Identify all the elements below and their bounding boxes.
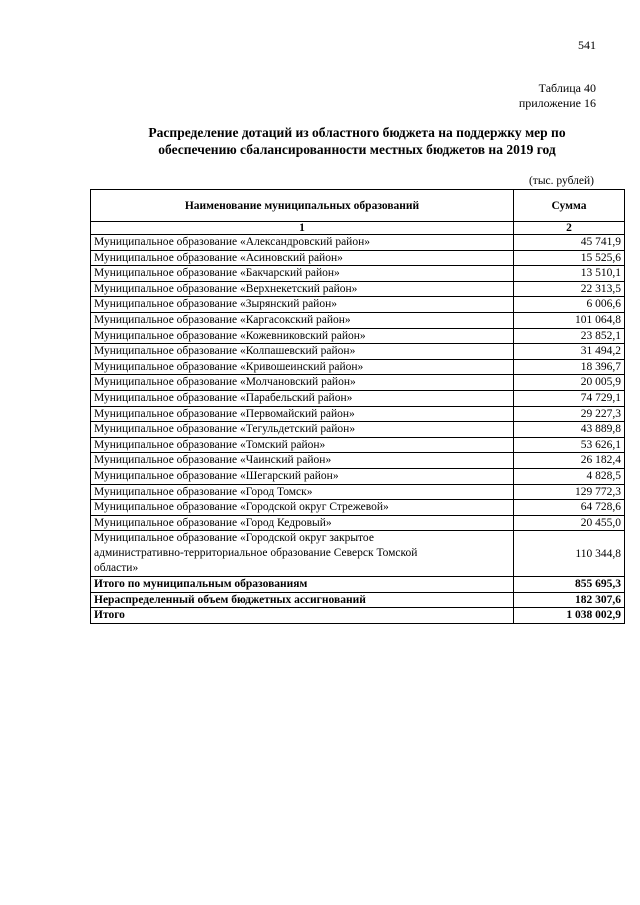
row-amount: 101 064,8 xyxy=(514,312,625,328)
row-amount: 20 005,9 xyxy=(514,375,625,391)
row-name: Муниципальное образование «Каргасокский район» xyxy=(91,312,514,328)
subsidy-table xyxy=(90,189,625,624)
table-row xyxy=(91,437,625,453)
table-row xyxy=(91,500,625,516)
row-amount: 20 455,0 xyxy=(514,515,625,531)
row-amount: 31 494,2 xyxy=(514,344,625,360)
table-row xyxy=(91,375,625,391)
row-name: Муниципальное образование «Тегульдетский район» xyxy=(91,422,514,438)
column-number-2: 2 xyxy=(514,222,625,235)
page-number: 541 xyxy=(578,38,596,52)
total-name: Итого по муниципальным образованиям xyxy=(91,577,514,593)
table-row-seversk xyxy=(91,531,625,577)
total-row-unallocated xyxy=(91,592,625,608)
table-row xyxy=(91,468,625,484)
row-amount: 23 852,1 xyxy=(514,328,625,344)
row-name: Муниципальное образование «Колпашевский район» xyxy=(91,344,514,360)
row-name: Муниципальное образование «Чаинский район» xyxy=(91,453,514,469)
row-name: Муниципальное образование «Томский район» xyxy=(91,437,514,453)
header-sum: Сумма xyxy=(514,190,625,222)
table-row xyxy=(91,312,625,328)
table-row xyxy=(91,266,625,282)
row-name: Муниципальное образование «Парабельский район» xyxy=(91,390,514,406)
row-name: Муниципальное образование «Городской округ Стрежевой» xyxy=(91,500,514,516)
row-amount: 26 182,4 xyxy=(514,453,625,469)
column-number-1: 1 xyxy=(91,222,514,235)
row-name: Муниципальное образование «Зырянский район» xyxy=(91,297,514,313)
total-name: Итого xyxy=(91,608,514,624)
total-amount: 1 038 002,9 xyxy=(514,608,625,624)
row-amount: 18 396,7 xyxy=(514,359,625,375)
table-row xyxy=(91,281,625,297)
row-amount: 15 525,6 xyxy=(514,250,625,266)
row-name: Муниципальное образование «Город Томск» xyxy=(91,484,514,500)
seversk-line-3: области» xyxy=(94,562,139,575)
total-row-municipal xyxy=(91,577,625,593)
table-label-number: Таблица 40 xyxy=(538,81,596,95)
row-amount: 74 729,1 xyxy=(514,390,625,406)
row-name: Муниципальное образование «Александровский район» xyxy=(91,235,514,251)
row-name: Муниципальное образование «Первомайский район» xyxy=(91,406,514,422)
table-row xyxy=(91,453,625,469)
table-row xyxy=(91,297,625,313)
row-name: Муниципальное образование «Город Кедровый» xyxy=(91,515,514,531)
row-name: Муниципальное образование «Асиновский район» xyxy=(91,250,514,266)
seversk-line-2: административно-территориальное образование Северск Томской xyxy=(94,547,418,560)
header-name: Наименование муниципальных образований xyxy=(91,190,514,222)
table-label-appendix: приложение 16 xyxy=(518,96,596,110)
row-name: Муниципальное образование «Молчановский район» xyxy=(91,375,514,391)
row-name: Муниципальное образование «Кривошеинский район» xyxy=(91,359,514,375)
table-row xyxy=(91,359,625,375)
total-amount: 855 695,3 xyxy=(514,577,625,593)
row-amount: 29 227,3 xyxy=(514,406,625,422)
row-amount: 4 828,5 xyxy=(514,468,625,484)
table-row xyxy=(91,515,625,531)
row-amount: 53 626,1 xyxy=(514,437,625,453)
table-row xyxy=(91,390,625,406)
table-row xyxy=(91,250,625,266)
row-name: Муниципальное образование «Верхнекетский район» xyxy=(91,281,514,297)
row-name: Муниципальное образование «Шегарский район» xyxy=(91,468,514,484)
row-amount: 64 728,6 xyxy=(514,500,625,516)
row-amount: 13 510,1 xyxy=(514,266,625,282)
row-amount: 45 741,9 xyxy=(514,235,625,251)
row-name: Муниципальное образование «Бакчарский район» xyxy=(91,266,514,282)
seversk-line-1: Муниципальное образование «Городской округ закрытое xyxy=(94,532,374,545)
row-amount-seversk: 110 344,8 xyxy=(514,531,625,577)
row-name: Муниципальное образование «Кожевниковский район» xyxy=(91,328,514,344)
column-number-row xyxy=(91,222,625,235)
table-row xyxy=(91,422,625,438)
title-line-1: Распределение дотаций из областного бюджета на поддержку мер по xyxy=(148,125,566,140)
total-row-grand xyxy=(91,608,625,624)
table-row xyxy=(91,484,625,500)
table-label xyxy=(519,81,596,111)
table-row xyxy=(91,235,625,251)
table-row xyxy=(91,328,625,344)
total-name: Нераспределенный объем бюджетных ассигнований xyxy=(91,592,514,608)
total-amount: 182 307,6 xyxy=(514,592,625,608)
table-row xyxy=(91,344,625,360)
row-amount: 6 006,6 xyxy=(514,297,625,313)
header-row xyxy=(91,190,625,222)
document-title xyxy=(90,124,624,158)
row-amount: 22 313,5 xyxy=(514,281,625,297)
table-row xyxy=(91,406,625,422)
row-amount: 129 772,3 xyxy=(514,484,625,500)
title-line-2: обеспечению сбалансированности местных бюджетов на 2019 год xyxy=(158,142,556,157)
row-amount: 43 889,8 xyxy=(514,422,625,438)
units-note: (тыс. рублей) xyxy=(528,175,594,187)
row-name-seversk xyxy=(91,531,514,577)
